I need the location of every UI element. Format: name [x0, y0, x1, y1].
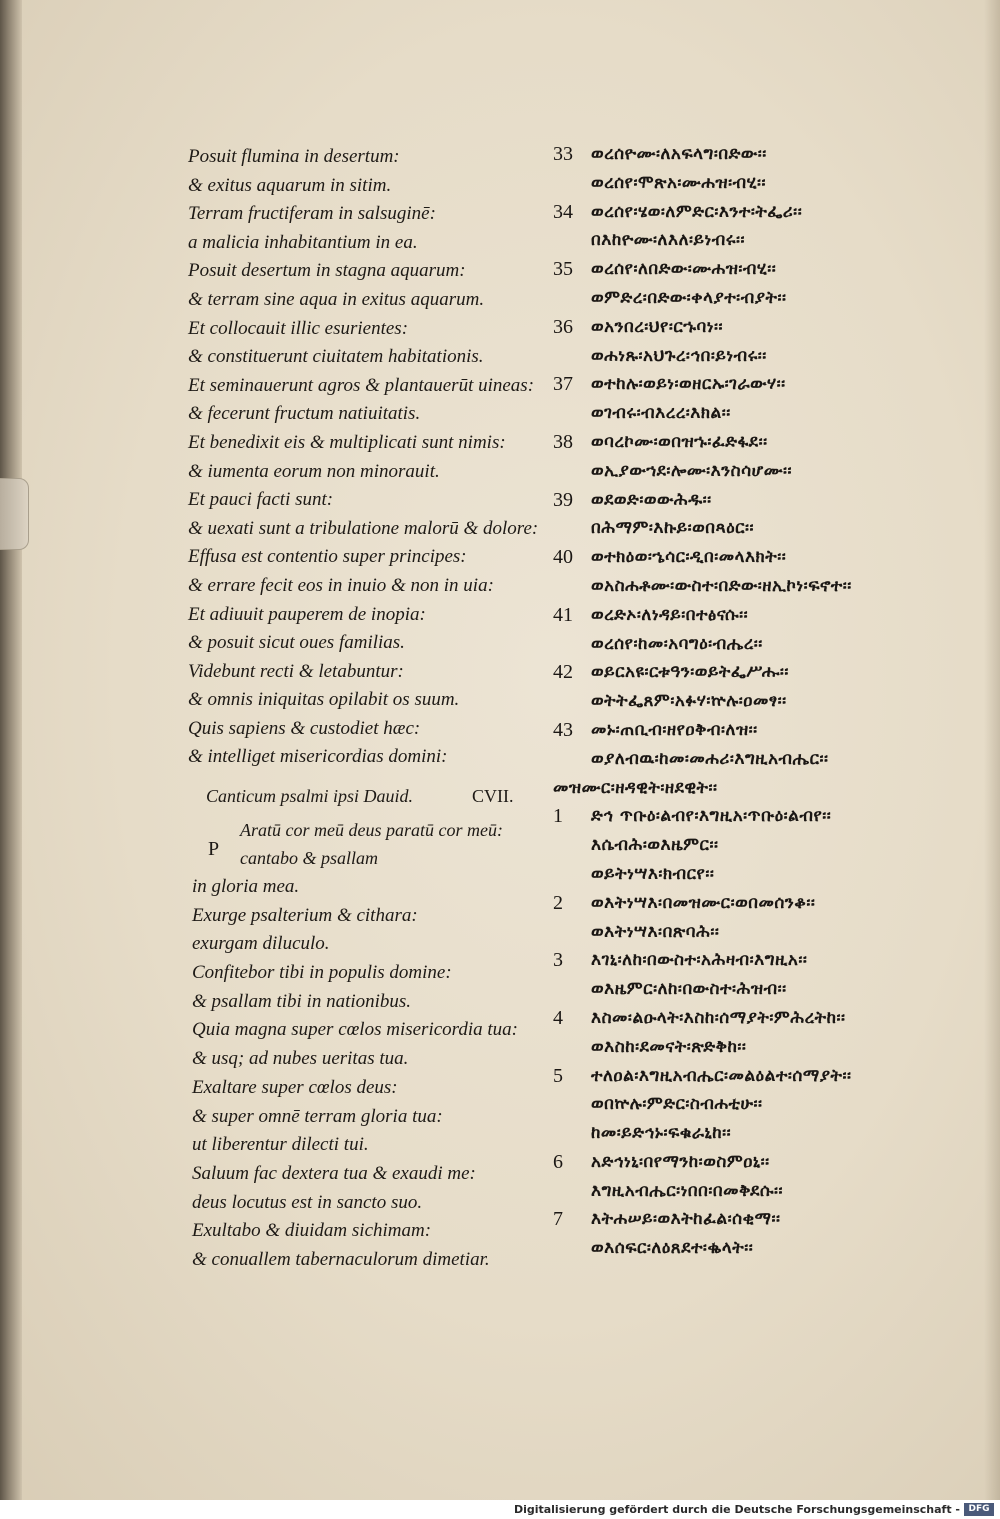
ethiopic-line [553, 428, 993, 457]
latin-line: Et adiuuit pauperem de inopia: [188, 603, 426, 625]
latin-line: Exaltare super cœlos deus: [192, 1076, 398, 1098]
ethiopic-line [553, 226, 993, 255]
verse-number: 6 [553, 1150, 563, 1173]
verse-number: 33 [553, 143, 573, 165]
psalm-number: CVII. [472, 786, 514, 806]
ethiopic-line [553, 889, 993, 918]
ethiopic-line [553, 975, 993, 1004]
latin-column-bottom [192, 873, 552, 1275]
ethiopic-text: አድኅነኒ፡በየማንከ፡ወስምዐኒ፡፡ [591, 1151, 770, 1172]
ethiopic-text: ወያለብዉ፡ከመ፡መሐሪ፡እግዚአብሔር፡፡ [591, 748, 829, 769]
latin-line: Terram fructiferam in salsuginē: [188, 203, 436, 225]
initial-text [240, 816, 540, 872]
ethiopic-line [553, 601, 993, 630]
ethiopic-line [553, 1004, 993, 1033]
ethiopic-text: መኑ፡ጠቢብ፡ዘየዐቅብ፡ለዝ፡፡ [591, 719, 758, 740]
ethiopic-line [553, 831, 993, 860]
latin-line: & fecerunt fructum natiuitatis. [188, 403, 421, 425]
ethiopic-line [553, 774, 993, 803]
ethiopic-line [553, 745, 993, 774]
verse-number: 1 [553, 805, 563, 828]
latin-line: & iumenta eorum non minorauit. [188, 460, 440, 482]
verse-number: 2 [553, 891, 563, 914]
ethiopic-text: ወባረኮሙ፡ወበዝኁ፡ፈድፋደ፡፡ [591, 431, 768, 452]
verse-number: 41 [553, 603, 573, 626]
ethiopic-text: እግዚአብሔር፡ነበበ፡በመቅደሱ፡፡ [591, 1180, 784, 1201]
latin-line: Effusa est contentio super principes: [188, 546, 467, 568]
ethiopic-line [553, 1205, 993, 1234]
ethiopic-line [553, 514, 993, 543]
ethiopic-text: ወረሰዮሙ፡ለአፍላግ፡በድው፡፡ [591, 144, 767, 164]
ethiopic-text: እስመ፡ልዑላት፡እስከ፡ሰማያት፡ምሕረትከ፡፡ [591, 1007, 846, 1028]
ethiopic-line [553, 486, 993, 515]
verse-number: 4 [553, 1006, 563, 1029]
latin-line: & errare fecit eos in inuio & non in uia: [188, 574, 494, 596]
ethiopic-text: መዝሙር፡ዘዳዊት፡ዘደዊት፡፡ [553, 777, 718, 798]
ethiopic-line [553, 169, 993, 198]
verse-number: 36 [553, 315, 573, 338]
ethiopic-line [553, 572, 993, 601]
ethiopic-line [553, 140, 993, 169]
verse-number: 3 [553, 949, 563, 972]
latin-line: Quia magna super cœlos misericordia tua: [192, 1019, 518, 1041]
verse-number: 40 [553, 546, 573, 569]
digitization-footer [0, 1500, 1000, 1519]
latin-line: a malicia inhabitantium in ea. [188, 231, 418, 253]
latin-line: & terram sine aqua in exitus aquarum. [188, 288, 485, 310]
ethiopic-text: ወኢያውኀደ፡ሎሙ፡እንስሳሆሙ፡፡ [591, 460, 793, 481]
latin-line: & uexati sunt a tribulatione malorū & dolore: [188, 517, 539, 539]
page-clip [0, 478, 29, 550]
ethiopic-text: ወእትነሣእ፡በመዝሙር፡ወበመሰንቆ፡፡ [591, 892, 816, 913]
latin-line: & intelliget misericordias domini: [188, 746, 448, 768]
ethiopic-line [553, 1033, 993, 1062]
latin-line: & conuallem tabernaculorum dimetiar. [192, 1248, 490, 1270]
initial-letter: P [208, 838, 220, 860]
ethiopic-line [553, 313, 993, 342]
ethiopic-text: ወተከሉ፡ወይነ፡ወዘርኡ፡ገራውሃ፡፡ [591, 374, 786, 395]
latin-line: Et pauci facti sunt: [188, 489, 334, 511]
psalm-title: Canticum psalmi ipsi Dauid. [206, 786, 414, 806]
verse-number: 38 [553, 430, 573, 453]
verse-number: 37 [553, 373, 573, 396]
verse-number: 39 [553, 488, 573, 511]
ethiopic-text: ወይትነሣእ፡ክብርየ፡፡ [591, 863, 715, 884]
latin-line: exurgam diluculo. [192, 933, 330, 955]
ethiopic-line [553, 198, 993, 227]
latin-line: Posuit desertum in stagna aquarum: [188, 260, 466, 282]
ethiopic-text: ወእዜምር፡ለከ፡በውስተ፡ሕዝብ፡፡ [591, 979, 787, 1000]
latin-line: & posuit sicut oues familias. [188, 632, 405, 654]
ethiopic-text: ወይርአዩ፡ርቱዓን፡ወይትፌሥሑ፡፡ [591, 662, 789, 683]
ethiopic-text: ወረድኦ፡ለነዳይ፡በተፅናሱ፡፡ [591, 604, 749, 625]
latin-line: Et benedixit eis & multiplicati sunt nimis: [188, 431, 506, 453]
ethiopic-line [553, 716, 993, 745]
ethiopic-line [553, 1177, 993, 1206]
latin-line: ut liberentur dilecti tui. [192, 1134, 369, 1156]
latin-line: Posuit flumina in desertum: [188, 146, 400, 167]
ethiopic-line [553, 802, 993, 831]
verse-number: 42 [553, 661, 573, 684]
verse-number: 7 [553, 1208, 563, 1231]
ethiopic-line [553, 658, 993, 687]
ethiopic-text: ወተክዕወ፡ኄሳር፡ዲበ፡መላእክት፡፡ [591, 547, 787, 568]
ethiopic-text: ወእስከ፡ደመናት፡ጽድቅከ፡፡ [591, 1036, 747, 1057]
ethiopic-text: ወረሰየ፡ከመ፡አባግዕ፡ብሔረ፡፡ [591, 633, 763, 654]
latin-line: Et collocauit illic esurientes: [188, 317, 409, 339]
ethiopic-line [553, 860, 993, 889]
latin-line: Et seminauerunt agros & plantauerūt uineas: [188, 374, 535, 396]
ethiopic-text: ወረሰየ፡ሄወ፡ለምድር፡እንተ፡ትፌሪ፡፡ [591, 201, 803, 222]
ethiopic-text: ወረሰየ፡ሞጽአ፡ሙሐዝ፡ብሂ፡፡ [591, 172, 766, 193]
ethiopic-line [553, 946, 993, 975]
latin-line: Videbunt recti & letabuntur: [188, 660, 404, 682]
ethiopic-text: ወገብሩ፡ብእረረ፡እክል፡፡ [591, 403, 731, 424]
ethiopic-text: ወእሰፍር፡ለዕጸደተ፡ቈላት፡፡ [591, 1238, 754, 1259]
latin-line: & psallam tibi in nationibus. [192, 990, 412, 1012]
ethiopic-text: ወእትነሣእ፡በጽባሕ፡፡ [591, 921, 720, 942]
ethiopic-line [553, 1062, 993, 1091]
ethiopic-line [553, 457, 993, 486]
verse-number: 34 [553, 200, 573, 223]
ethiopic-line [553, 1148, 993, 1177]
ethiopic-line [553, 543, 993, 572]
ethiopic-text: ወአንበረ፡ህየ፡ርኁባነ፡፡ [591, 316, 723, 337]
dfg-logo: DFG [964, 1503, 994, 1516]
ethiopic-text: ወትትፌጸም፡አፉሃ፡ኵሉ፡ዐመፃ፡፡ [591, 691, 787, 712]
initial-line: Aratū cor meū deus paratū cor meū: [240, 820, 503, 840]
latin-line: & exitus aquarum in sitim. [188, 174, 392, 196]
ethiopic-line [553, 630, 993, 659]
ethiopic-text: ወረሰየ፡ለበድው፡ሙሐዝ፡ብሂ፡፡ [591, 259, 777, 280]
spine-shadow [0, 0, 22, 1500]
ethiopic-text: እትሐሠይ፡ወእትከፈል፡ሰቂማ፡፡ [591, 1209, 781, 1230]
latin-line: in gloria mea. [192, 876, 300, 897]
ethiopic-text: በእከዮሙ፡ለእለ፡ይነብሩ፡፡ [591, 230, 745, 251]
ethiopic-line [553, 342, 993, 371]
ethiopic-line [553, 399, 993, 428]
latin-line: Confitebor tibi in populis domine: [192, 962, 452, 984]
ethiopic-text: በሕማም፡እኩይ፡ወበጻዕር፡፡ [591, 518, 755, 539]
ethiopic-text: ከመ፡ይድኅኑ፡ፍቁራኒከ፡፡ [591, 1123, 732, 1144]
ethiopic-line [553, 918, 993, 947]
latin-line: Exultabo & diuidam sichimam: [192, 1220, 432, 1242]
ethiopic-line [553, 1090, 993, 1119]
ethiopic-text: ወሐነጹ፡አህጉረ፡ኅበ፡ይነብሩ፡፡ [591, 345, 767, 366]
ethiopic-text: እገኒ፡ለከ፡በውስተ፡አሕዛብ፡እግዚአ፡፡ [591, 950, 808, 971]
ethiopic-column [553, 140, 993, 1263]
footer-text: Digitalisierung gefördert durch die Deutsche Forschungsgemeinschaft - [513, 1503, 960, 1516]
ethiopic-line [553, 284, 993, 313]
ethiopic-line [553, 687, 993, 716]
ethiopic-line [553, 1234, 993, 1263]
ethiopic-line [553, 255, 993, 284]
verse-number: 5 [553, 1064, 563, 1087]
ethiopic-text: ድኅ ጥቡዕ፡ልብየ፡እግዚአ፡ጥቡዕ፡ልብየ፡፡ [591, 806, 832, 827]
ethiopic-text: ወደወድ፡ወውሕዱ፡፡ [591, 489, 712, 510]
latin-column-top [188, 143, 548, 772]
ethiopic-line [553, 370, 993, 399]
initial-line: cantabo & psallam [240, 848, 378, 868]
latin-line: Saluum fac dextera tua & exaudi me: [192, 1162, 476, 1184]
latin-line: & super omnē terram gloria tua: [192, 1105, 443, 1127]
latin-line: & constituerunt ciuitatem habitationis. [188, 346, 484, 368]
latin-line: & omnis iniquitas opilabit os suum. [188, 689, 460, 711]
latin-line: & usq; ad nubes ueritas tua. [192, 1048, 409, 1070]
verse-number: 43 [553, 718, 573, 741]
ethiopic-text: እሴብሕ፡ወእዜምር፡፡ [591, 835, 719, 856]
latin-line: Exurge psalterium & cithara: [192, 904, 418, 926]
ethiopic-line [553, 1119, 993, 1148]
latin-line: deus locutus est in sancto suo. [192, 1191, 423, 1213]
ethiopic-text: ወምድረ፡በድው፡ቀላያተ፡ብያት፡፡ [591, 287, 787, 308]
latin-line: Quis sapiens & custodiet hæc: [188, 717, 421, 739]
psalm-heading [206, 786, 536, 807]
ethiopic-text: ተለዐል፡እግዚአብሔር፡መልዕልተ፡ሰማያት፡፡ [591, 1065, 852, 1086]
verse-number: 35 [553, 258, 573, 281]
ethiopic-text: ወአስሐቶሙ፡ውስተ፡በድው፡ዘኢኮነ፡ፍኖተ፡፡ [591, 575, 852, 596]
ethiopic-text: ወበኵሉ፡ምድር፡ስብሐቲሁ፡፡ [591, 1094, 763, 1115]
